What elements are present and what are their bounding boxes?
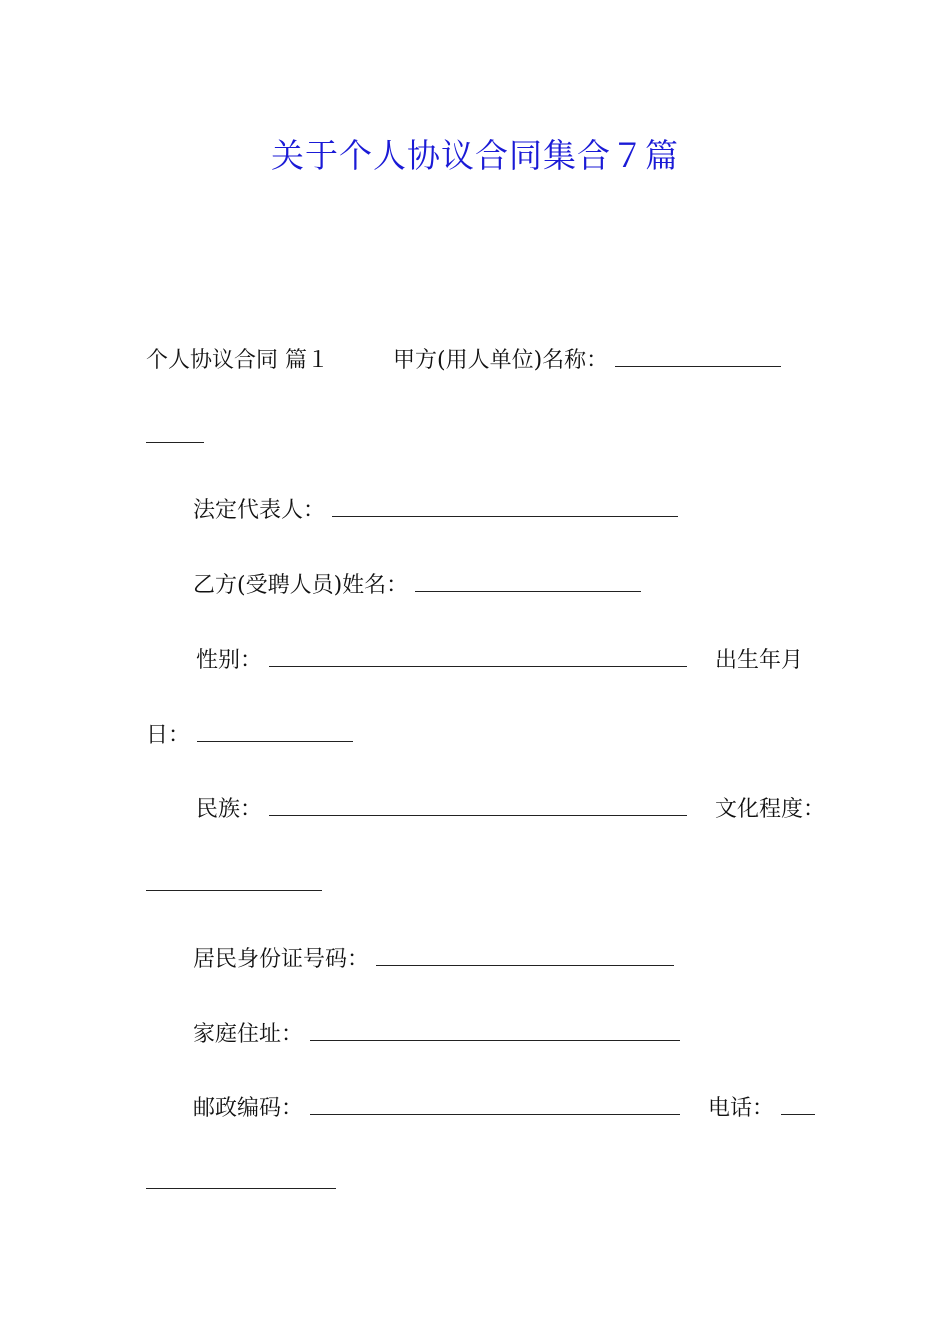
line-phone-continued xyxy=(146,1166,336,1198)
phone-blank-continued xyxy=(146,1166,336,1189)
line-id-number xyxy=(193,943,674,975)
line-legal-rep xyxy=(193,494,678,526)
document-title: 关于个人协议合同集合７篇 xyxy=(271,136,679,175)
line-birth-date-continued xyxy=(146,719,353,751)
birth-date-label: 出生年月 xyxy=(715,648,804,673)
line-home-address xyxy=(193,1018,680,1050)
employer-name-blank-continued xyxy=(146,420,204,443)
postal-code-blank xyxy=(310,1092,680,1115)
phone-blank xyxy=(781,1092,815,1115)
birth-date-label-continued: 日： xyxy=(146,723,191,748)
line-employer-continued xyxy=(146,420,204,452)
birth-date-blank xyxy=(197,719,353,742)
id-number-label: 居民身份证号码： xyxy=(193,947,370,972)
home-address-blank xyxy=(310,1018,680,1041)
education-label: 文化程度： xyxy=(715,797,826,822)
line-heading-employer xyxy=(146,344,781,376)
line-ethnicity-education xyxy=(196,793,825,825)
employee-name-blank xyxy=(415,569,641,592)
line-gender-birth xyxy=(196,644,803,676)
legal-rep-label: 法定代表人： xyxy=(193,498,326,523)
id-number-blank xyxy=(376,943,674,966)
ethnicity-blank xyxy=(269,793,687,816)
line-postal-phone xyxy=(193,1092,815,1124)
employer-name-blank xyxy=(615,344,781,367)
section-heading: 个人协议合同 篇１ xyxy=(146,348,329,373)
gender-label: 性别： xyxy=(196,648,263,673)
employee-name-label: 乙方(受聘人员)姓名： xyxy=(193,573,409,598)
employer-name-label: 甲方(用人单位)名称： xyxy=(393,348,609,373)
postal-code-label: 邮政编码： xyxy=(193,1096,304,1121)
ethnicity-label: 民族： xyxy=(196,797,263,822)
line-education-continued xyxy=(146,868,322,900)
home-address-label: 家庭住址： xyxy=(193,1022,304,1047)
education-blank xyxy=(146,868,322,891)
legal-rep-blank xyxy=(332,494,678,517)
line-employee-name xyxy=(193,569,641,601)
phone-label: 电话： xyxy=(708,1096,775,1121)
gender-blank xyxy=(269,644,687,667)
